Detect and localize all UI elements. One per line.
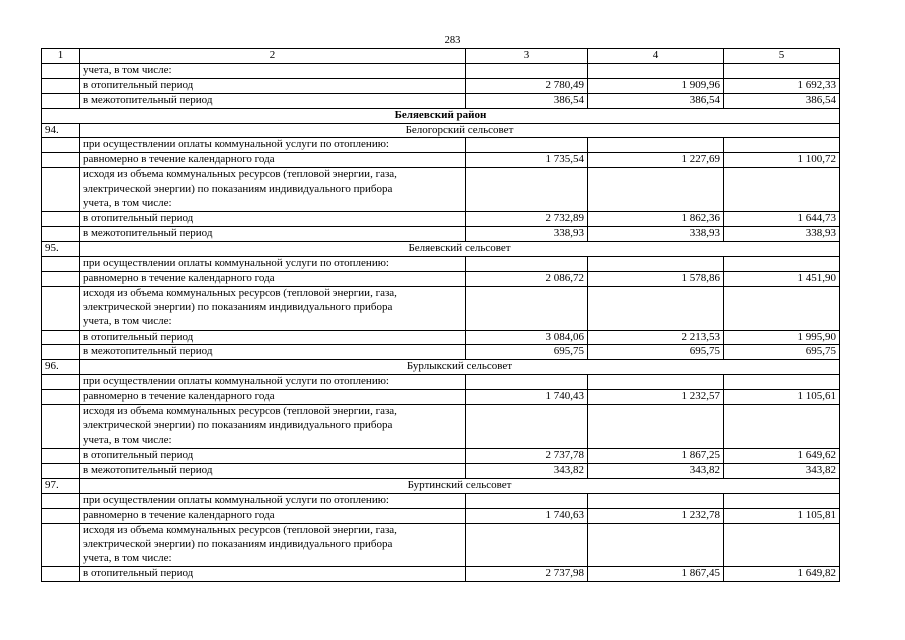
table-row bbox=[42, 493, 840, 508]
table-row bbox=[42, 567, 840, 582]
row-label-line: электрической энергии) по показаниям индивидуального прибора bbox=[83, 419, 393, 432]
table-row bbox=[42, 63, 840, 78]
section-header-row bbox=[42, 360, 840, 375]
column-number-row bbox=[42, 49, 840, 64]
row-number-cell bbox=[42, 405, 80, 449]
table-row bbox=[42, 390, 840, 405]
value-col-3: 343,82 bbox=[466, 463, 588, 478]
value-col-4: 1 867,45 bbox=[588, 567, 724, 582]
value-col-4 bbox=[588, 256, 724, 271]
row-number-cell bbox=[42, 523, 80, 567]
row-label: в отопительный период bbox=[80, 567, 466, 582]
row-number-cell bbox=[42, 345, 80, 360]
row-label: при осуществлении оплаты коммунальной услуги по отоплению: bbox=[80, 138, 466, 153]
row-label: равномерно в течение календарного года bbox=[80, 390, 466, 405]
value-col-4: 2 213,53 bbox=[588, 330, 724, 345]
row-label: в межотопительный период bbox=[80, 463, 466, 478]
value-col-5: 1 995,90 bbox=[724, 330, 840, 345]
section-header-row bbox=[42, 123, 840, 138]
row-number-cell bbox=[42, 271, 80, 286]
row-number-cell bbox=[42, 168, 80, 212]
row-number-cell bbox=[42, 463, 80, 478]
row-label-line: электрической энергии) по показаниям индивидуального прибора bbox=[83, 537, 393, 550]
value-col-4: 1 232,78 bbox=[588, 508, 724, 523]
value-col-3: 2 086,72 bbox=[466, 271, 588, 286]
value-col-3 bbox=[466, 168, 588, 212]
row-label: при осуществлении оплаты коммунальной услуги по отоплению: bbox=[80, 493, 466, 508]
value-col-5: 386,54 bbox=[724, 93, 840, 108]
row-number-cell bbox=[42, 227, 80, 242]
row-number-cell bbox=[42, 508, 80, 523]
page-number: 283 bbox=[444, 35, 461, 46]
value-col-5 bbox=[724, 63, 840, 78]
row-label: в отопительный период bbox=[80, 448, 466, 463]
value-col-5: 1 649,82 bbox=[724, 567, 840, 582]
value-col-5: 1 100,72 bbox=[724, 153, 840, 168]
row-number-cell bbox=[42, 93, 80, 108]
table-row bbox=[42, 405, 840, 449]
value-col-5 bbox=[724, 375, 840, 390]
row-label: в межотопительный период bbox=[80, 345, 466, 360]
table-row bbox=[42, 227, 840, 242]
row-number-cell bbox=[42, 286, 80, 330]
value-col-5: 1 105,61 bbox=[724, 390, 840, 405]
value-col-3 bbox=[466, 138, 588, 153]
value-col-3 bbox=[466, 523, 588, 567]
table-row bbox=[42, 168, 840, 212]
value-col-3 bbox=[466, 375, 588, 390]
section-header-row bbox=[42, 241, 840, 256]
value-col-4 bbox=[588, 523, 724, 567]
row-label bbox=[80, 405, 466, 449]
value-col-4 bbox=[588, 405, 724, 449]
row-label bbox=[80, 168, 466, 212]
value-col-5: 338,93 bbox=[724, 227, 840, 242]
table-row bbox=[42, 78, 840, 93]
row-number-cell bbox=[42, 212, 80, 227]
value-col-3: 1 740,63 bbox=[466, 508, 588, 523]
value-col-4: 386,54 bbox=[588, 93, 724, 108]
value-col-3: 2 737,98 bbox=[466, 567, 588, 582]
row-number-cell bbox=[42, 153, 80, 168]
value-col-3: 1 740,43 bbox=[466, 390, 588, 405]
row-number-cell bbox=[42, 330, 80, 345]
value-col-5 bbox=[724, 138, 840, 153]
value-col-3 bbox=[466, 405, 588, 449]
value-col-5 bbox=[724, 405, 840, 449]
value-col-4: 1 232,57 bbox=[588, 390, 724, 405]
value-col-3: 2 737,78 bbox=[466, 448, 588, 463]
table-row bbox=[42, 138, 840, 153]
row-number-cell bbox=[42, 138, 80, 153]
table-row bbox=[42, 345, 840, 360]
value-col-4: 1 867,25 bbox=[588, 448, 724, 463]
column-number-2: 2 bbox=[80, 49, 466, 64]
value-col-3: 338,93 bbox=[466, 227, 588, 242]
value-col-3: 695,75 bbox=[466, 345, 588, 360]
column-number-5: 5 bbox=[724, 49, 840, 64]
table-row bbox=[42, 271, 840, 286]
value-col-5 bbox=[724, 523, 840, 567]
value-col-5: 1 451,90 bbox=[724, 271, 840, 286]
row-label-line: электрической энергии) по показаниям индивидуального прибора bbox=[83, 300, 393, 313]
value-col-5: 695,75 bbox=[724, 345, 840, 360]
row-number-cell bbox=[42, 390, 80, 405]
section-title: Буртинский сельсовет bbox=[80, 478, 840, 493]
row-number-cell bbox=[42, 448, 80, 463]
value-col-4: 695,75 bbox=[588, 345, 724, 360]
column-number-3: 3 bbox=[466, 49, 588, 64]
table-row bbox=[42, 448, 840, 463]
row-label: в отопительный период bbox=[80, 330, 466, 345]
row-label: при осуществлении оплаты коммунальной услуги по отоплению: bbox=[80, 375, 466, 390]
row-label-line: исходя из объема коммунальных ресурсов (тепловой энергии, газа, bbox=[83, 523, 397, 536]
row-label: в отопительный период bbox=[80, 78, 466, 93]
row-label: равномерно в течение календарного года bbox=[80, 508, 466, 523]
value-col-3: 2 780,49 bbox=[466, 78, 588, 93]
section-number: 95. bbox=[42, 241, 80, 256]
row-label bbox=[80, 286, 466, 330]
value-col-5 bbox=[724, 286, 840, 330]
row-label: равномерно в течение календарного года bbox=[80, 271, 466, 286]
table-row bbox=[42, 375, 840, 390]
table-body bbox=[42, 49, 840, 582]
table-row bbox=[42, 153, 840, 168]
section-title: Бурлыкский сельсовет bbox=[80, 360, 840, 375]
row-number-cell bbox=[42, 567, 80, 582]
value-col-4 bbox=[588, 286, 724, 330]
row-label: при осуществлении оплаты коммунальной услуги по отоплению: bbox=[80, 256, 466, 271]
value-col-3 bbox=[466, 63, 588, 78]
row-label-line: исходя из объема коммунальных ресурсов (тепловой энергии, газа, bbox=[83, 286, 397, 299]
column-number-1: 1 bbox=[42, 49, 80, 64]
section-number: 97. bbox=[42, 478, 80, 493]
row-label-line: исходя из объема коммунальных ресурсов (тепловой энергии, газа, bbox=[83, 168, 397, 181]
section-number: 96. bbox=[42, 360, 80, 375]
row-number-cell bbox=[42, 256, 80, 271]
row-number-cell bbox=[42, 375, 80, 390]
row-number-cell bbox=[42, 493, 80, 508]
value-col-4 bbox=[588, 138, 724, 153]
value-col-4: 1 227,69 bbox=[588, 153, 724, 168]
value-col-4 bbox=[588, 375, 724, 390]
section-title: Беляевский сельсовет bbox=[80, 241, 840, 256]
section-header-row bbox=[42, 478, 840, 493]
value-col-4: 1 862,36 bbox=[588, 212, 724, 227]
value-col-5: 343,82 bbox=[724, 463, 840, 478]
value-col-5: 1 105,81 bbox=[724, 508, 840, 523]
row-label: в отопительный период bbox=[80, 212, 466, 227]
row-label-line: учета, в том числе: bbox=[83, 196, 172, 209]
table-row bbox=[42, 256, 840, 271]
row-label: равномерно в течение календарного года bbox=[80, 153, 466, 168]
row-number-cell bbox=[42, 78, 80, 93]
row-label-line: электрической энергии) по показаниям индивидуального прибора bbox=[83, 182, 393, 195]
value-col-3 bbox=[466, 286, 588, 330]
value-col-5: 1 692,33 bbox=[724, 78, 840, 93]
value-col-4 bbox=[588, 493, 724, 508]
value-col-3: 3 084,06 bbox=[466, 330, 588, 345]
row-label-line: исходя из объема коммунальных ресурсов (тепловой энергии, газа, bbox=[83, 405, 397, 418]
table-row bbox=[42, 212, 840, 227]
value-col-5 bbox=[724, 493, 840, 508]
value-col-4 bbox=[588, 63, 724, 78]
table-row bbox=[42, 508, 840, 523]
value-col-3: 1 735,54 bbox=[466, 153, 588, 168]
row-label-line: учета, в том числе: bbox=[83, 552, 172, 565]
value-col-5: 1 649,62 bbox=[724, 448, 840, 463]
value-col-3: 2 732,89 bbox=[466, 212, 588, 227]
table-row bbox=[42, 523, 840, 567]
row-label: учета, в том числе: bbox=[80, 63, 466, 78]
row-label: в межотопительный период bbox=[80, 93, 466, 108]
value-col-3: 386,54 bbox=[466, 93, 588, 108]
column-number-4: 4 bbox=[588, 49, 724, 64]
value-col-4 bbox=[588, 168, 724, 212]
value-col-5 bbox=[724, 168, 840, 212]
value-col-3 bbox=[466, 493, 588, 508]
value-col-3 bbox=[466, 256, 588, 271]
value-col-4: 343,82 bbox=[588, 463, 724, 478]
value-col-4: 338,93 bbox=[588, 227, 724, 242]
table-row bbox=[42, 286, 840, 330]
table-row bbox=[42, 463, 840, 478]
section-number: 94. bbox=[42, 123, 80, 138]
row-label: в межотопительный период bbox=[80, 227, 466, 242]
tariff-table bbox=[41, 48, 840, 582]
district-title: Беляевский район bbox=[42, 108, 840, 123]
value-col-5: 1 644,73 bbox=[724, 212, 840, 227]
row-label-line: учета, в том числе: bbox=[83, 433, 172, 446]
value-col-4: 1 909,96 bbox=[588, 78, 724, 93]
value-col-4: 1 578,86 bbox=[588, 271, 724, 286]
table-row bbox=[42, 330, 840, 345]
row-label-line: учета, в том числе: bbox=[83, 315, 172, 328]
value-col-5 bbox=[724, 256, 840, 271]
table-row bbox=[42, 93, 840, 108]
row-number-cell bbox=[42, 63, 80, 78]
district-header-row bbox=[42, 108, 840, 123]
row-label bbox=[80, 523, 466, 567]
section-title: Белогорский сельсовет bbox=[80, 123, 840, 138]
